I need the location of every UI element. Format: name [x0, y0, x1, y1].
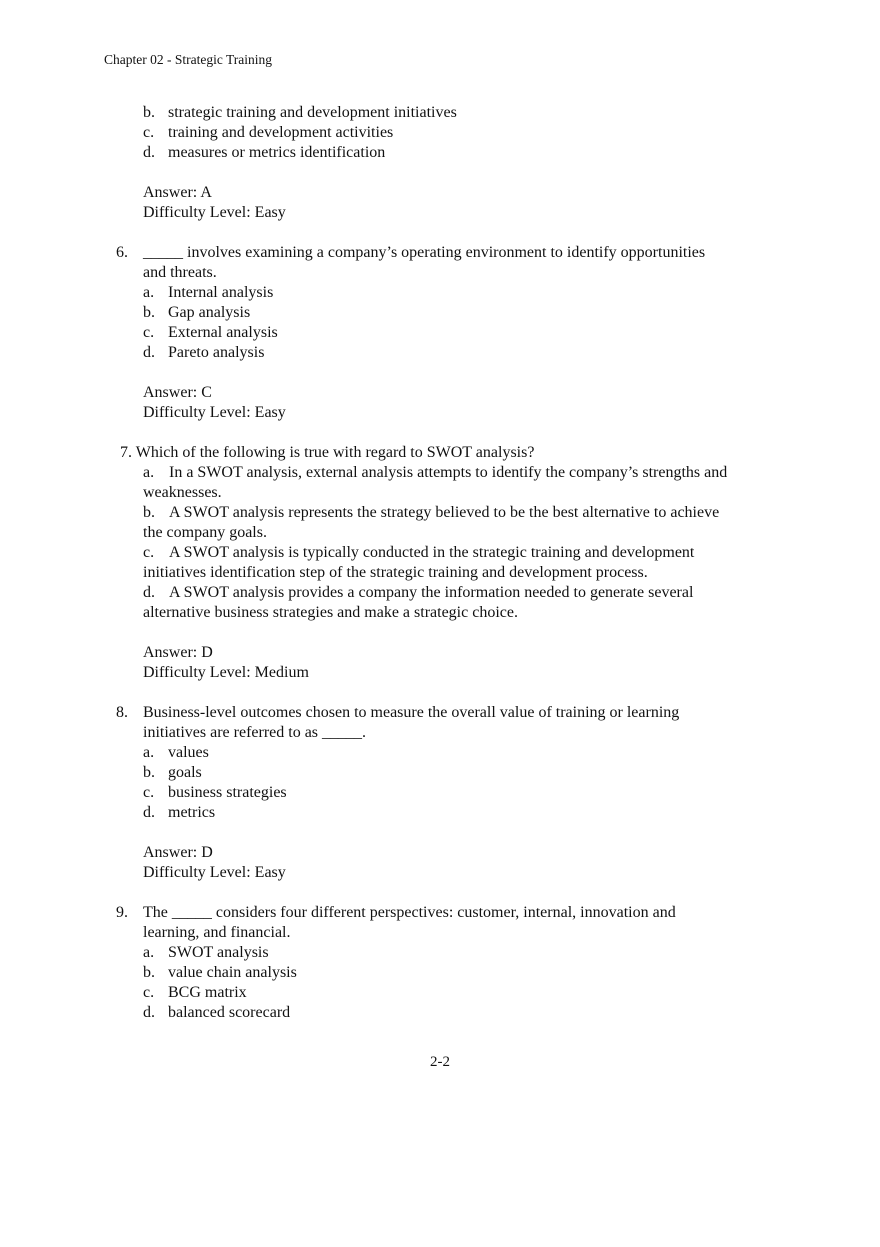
answer: Answer: D [143, 844, 213, 861]
option-letter: b. [143, 964, 155, 981]
option-text: Internal analysis [168, 284, 274, 301]
option-text: A SWOT analysis represents the strategy believed to be the best alternative to achieve [169, 504, 720, 521]
option-letter: b. [143, 304, 155, 321]
option-letter: d. [143, 584, 155, 601]
option-letter: a. [143, 744, 155, 761]
option-text: A SWOT analysis provides a company the information needed to generate several [169, 584, 694, 601]
option-letter: d. [143, 1004, 155, 1021]
option-letter: c. [143, 544, 155, 561]
option-c [0, 323, 880, 343]
answer: Answer: C [143, 384, 212, 401]
question-stem [0, 903, 880, 923]
option-letter: b. [143, 504, 155, 521]
question-text: _____ involves examining a company’s operating environment to identify opportunities [143, 244, 706, 261]
difficulty-level: Difficulty Level: Easy [143, 204, 286, 221]
option-text: balanced scorecard [168, 1004, 291, 1021]
question-text-continued: and threats. [143, 264, 217, 281]
option-b-continued: the company goals. [143, 524, 267, 541]
question-7 [0, 443, 880, 683]
option-b [0, 303, 880, 323]
option-b [0, 503, 880, 523]
option-d-continued: alternative business strategies and make a strategic choice. [143, 604, 518, 621]
question-text: The _____ considers four different perspectives: customer, internal, innovation and [143, 904, 676, 921]
option-letter: d. [143, 804, 155, 821]
option-a [0, 743, 880, 763]
option-text: SWOT analysis [168, 944, 269, 961]
answer: Answer: A [143, 184, 212, 201]
question-stem: 7. Which of the following is true with regard to SWOT analysis? [120, 444, 535, 461]
page-number: 2-2 [430, 1054, 450, 1070]
option-text: Gap analysis [168, 304, 251, 321]
question-number: 6. [116, 244, 128, 261]
option-letter: d. [143, 144, 155, 161]
option-d [0, 1003, 880, 1023]
option-text: training and development activities [168, 124, 394, 141]
option-a [0, 283, 880, 303]
question-8 [0, 703, 880, 883]
option-d [0, 143, 880, 163]
option-letter: c. [143, 784, 155, 801]
option-b [0, 963, 880, 983]
question-number: 8. [116, 704, 128, 721]
option-text: measures or metrics identification [168, 144, 386, 161]
option-letter: c. [143, 324, 155, 341]
difficulty-level: Difficulty Level: Easy [143, 404, 286, 421]
option-d [0, 803, 880, 823]
option-text: In a SWOT analysis, external analysis attempts to identify the company’s strengths and [169, 464, 728, 481]
difficulty-level: Difficulty Level: Easy [143, 864, 286, 881]
option-letter: b. [143, 104, 155, 121]
option-letter: c. [143, 124, 155, 141]
option-letter: a. [143, 944, 155, 961]
option-text: values [168, 744, 209, 761]
answer: Answer: D [143, 644, 213, 661]
option-letter: a. [143, 284, 155, 301]
option-d [0, 343, 880, 363]
option-text: Pareto analysis [168, 344, 265, 361]
question-text-continued: initiatives are referred to as _____. [143, 724, 367, 741]
option-c [0, 543, 880, 563]
difficulty-level: Difficulty Level: Medium [143, 664, 309, 681]
question-stem [0, 243, 880, 263]
option-c [0, 123, 880, 143]
option-text: business strategies [168, 784, 287, 801]
option-letter: b. [143, 764, 155, 781]
option-text: A SWOT analysis is typically conducted in the strategic training and development [169, 544, 695, 561]
option-letter: a. [143, 464, 155, 481]
option-b [0, 103, 880, 123]
question-text-continued: learning, and financial. [143, 924, 291, 941]
option-c [0, 983, 880, 1003]
option-text: BCG matrix [168, 984, 247, 1001]
page-header: Chapter 02 - Strategic Training [104, 52, 272, 67]
question-content [0, 103, 880, 1023]
option-d [0, 583, 880, 603]
option-a [0, 463, 880, 483]
option-c [0, 783, 880, 803]
question-6 [0, 243, 880, 423]
option-text: metrics [168, 804, 216, 821]
option-c-continued: initiatives identification step of the strategic training and development process. [143, 564, 648, 581]
option-letter: d. [143, 344, 155, 361]
option-a [0, 943, 880, 963]
question-5-tail [0, 103, 880, 223]
option-text: value chain analysis [168, 964, 297, 981]
option-letter: c. [143, 984, 155, 1001]
question-9 [0, 903, 880, 1023]
option-text: goals [168, 764, 202, 781]
option-a-continued: weaknesses. [143, 484, 222, 501]
question-text: Business-level outcomes chosen to measure the overall value of training or learning [143, 704, 680, 721]
question-number: 9. [116, 904, 128, 921]
option-b [0, 763, 880, 783]
question-stem [0, 703, 880, 723]
option-text: External analysis [168, 324, 278, 341]
option-text: strategic training and development initiatives [168, 104, 457, 121]
